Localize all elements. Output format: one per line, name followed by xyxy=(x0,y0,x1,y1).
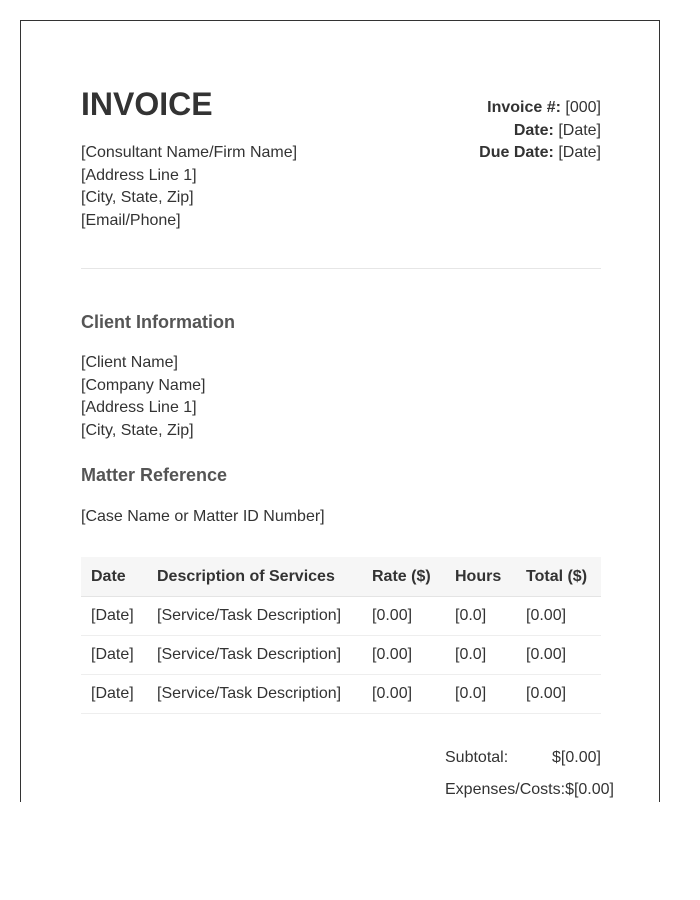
row-rate: [0.00] xyxy=(362,597,445,636)
row-date: [Date] xyxy=(81,675,147,714)
column-header-total: Total ($) xyxy=(516,557,601,597)
consultant-block xyxy=(81,142,297,232)
consultant-contact: [Email/Phone] xyxy=(81,211,181,229)
header-divider xyxy=(81,268,601,269)
invoice-number-label: Invoice #: xyxy=(487,99,561,116)
invoice-number-row xyxy=(479,97,601,120)
row-total: [0.00] xyxy=(516,597,601,636)
expenses-value: $[0.00] xyxy=(565,781,614,798)
client-heading: Client Information xyxy=(81,312,235,332)
client-block xyxy=(81,352,206,442)
row-rate: [0.00] xyxy=(362,675,445,714)
invoice-page xyxy=(20,20,660,802)
row-date: [Date] xyxy=(81,597,147,636)
due-date-label: Due Date: xyxy=(479,144,554,161)
row-total: [0.00] xyxy=(516,636,601,675)
row-date: [Date] xyxy=(81,636,147,675)
row-description: [Service/Task Description] xyxy=(147,636,362,675)
table-row xyxy=(81,636,601,675)
subtotal-value: $[0.00] xyxy=(552,749,601,766)
matter-heading: Matter Reference xyxy=(81,465,228,485)
expenses-label: Expenses/Costs: xyxy=(445,781,566,798)
column-header-date: Date xyxy=(81,557,147,597)
invoice-date-value: [Date] xyxy=(558,121,601,139)
consultant-city: [City, State, Zip] xyxy=(81,189,194,206)
client-city: [City, State, Zip] xyxy=(81,421,194,439)
row-rate: [0.00] xyxy=(362,636,445,675)
table-header-row xyxy=(81,557,601,597)
totals-block xyxy=(445,747,614,802)
consultant-name: [Consultant Name/Firm Name] xyxy=(81,144,298,161)
services-table xyxy=(81,557,601,714)
invoice-date-label: Date: xyxy=(513,121,554,139)
client-name: [Client Name] xyxy=(81,354,178,371)
invoice-number-value: [000] xyxy=(565,99,601,116)
consultant-address: [Address Line 1] xyxy=(81,166,197,184)
client-address: [Address Line 1] xyxy=(81,399,197,416)
client-company: [Company Name] xyxy=(81,376,206,394)
expenses-row xyxy=(445,779,614,802)
column-header-rate: Rate ($) xyxy=(362,557,445,597)
row-total: [0.00] xyxy=(516,675,601,714)
invoice-title: INVOICE xyxy=(81,86,213,122)
row-description: [Service/Task Description] xyxy=(147,675,362,714)
row-description: [Service/Task Description] xyxy=(147,597,362,636)
subtotal-label: Subtotal: xyxy=(445,749,509,766)
column-header-hours: Hours xyxy=(445,557,516,597)
table-row xyxy=(81,597,601,636)
due-date-value: [Date] xyxy=(558,144,601,161)
invoice-meta xyxy=(479,97,601,165)
table-row xyxy=(81,675,601,714)
row-hours: [0.0] xyxy=(445,597,516,636)
row-hours: [0.0] xyxy=(445,675,516,714)
row-hours: [0.0] xyxy=(445,636,516,675)
matter-reference: [Case Name or Matter ID Number] xyxy=(81,508,325,525)
column-header-description: Description of Services xyxy=(147,557,362,597)
subtotal-row xyxy=(445,747,614,779)
due-date-row xyxy=(479,142,601,165)
invoice-date-row xyxy=(479,120,601,143)
